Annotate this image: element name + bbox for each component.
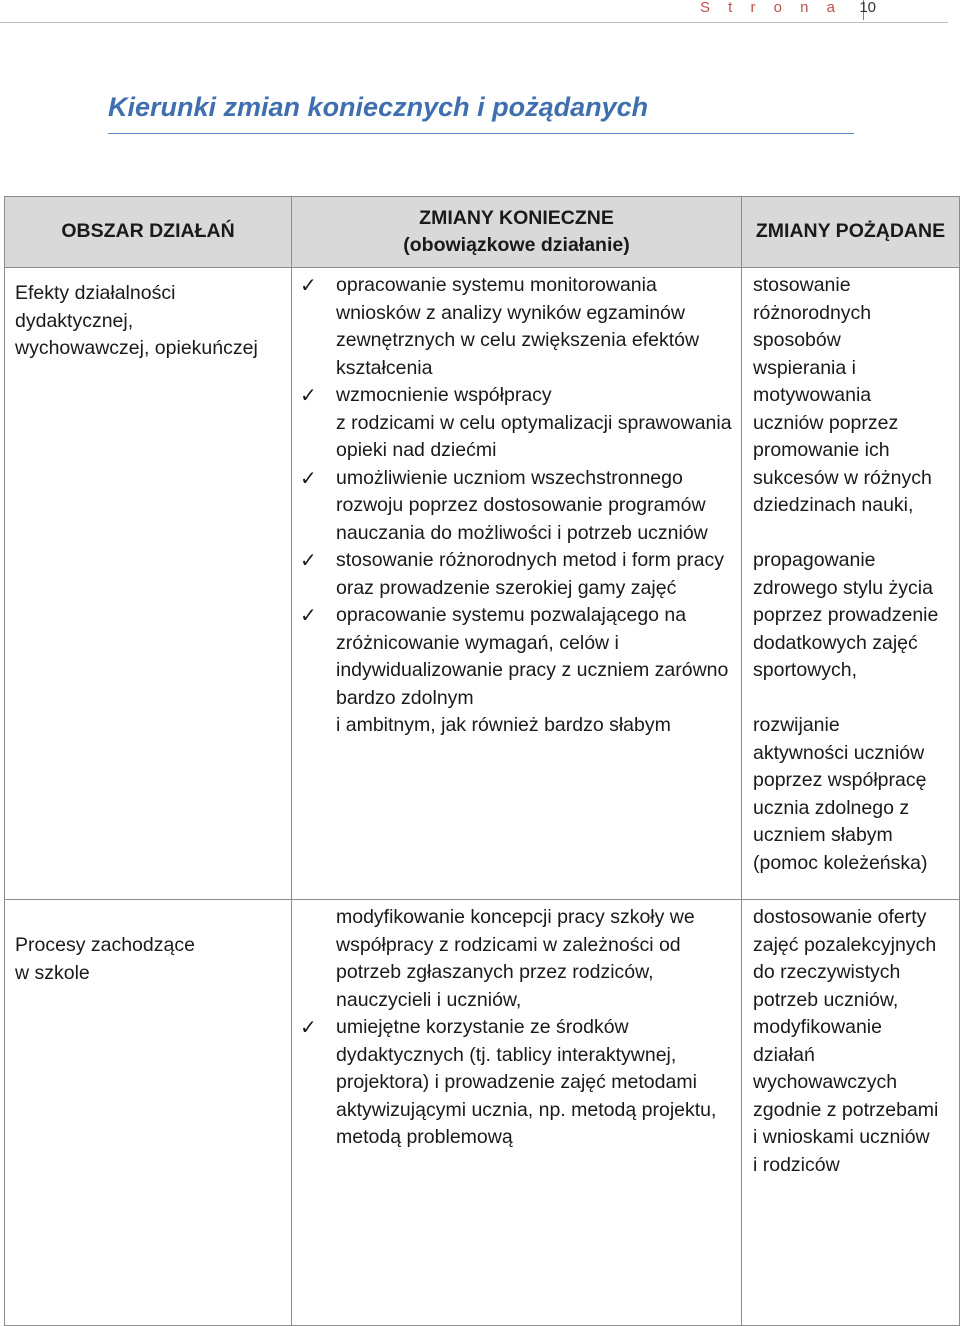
desired-item: propagowanie zdrowego stylu życia poprzez prowadzenie dodatkowych zajęć sportowych, [753, 549, 939, 681]
table-header-row [5, 197, 960, 268]
column-header-area: OBSZAR DZIAŁAŃ [5, 197, 292, 268]
required-item: ✓ wzmocnienie współpracy z rodzicami w celu optymalizacji sprawowania opieki nad dziećmi [300, 383, 732, 461]
desired-item: stosowanie różnorodnych sposobów wspierania i motywowania uczniów poprzez promowanie ich sukcesów w różnych dziedzinach nauki, [753, 274, 932, 516]
required-item: modyfikowanie koncepcji pracy szkoły we współpracy z rodzicami w zależności od potrzeb zgłaszanych przez rodziców, nauczycieli i uczniów, [336, 906, 695, 1011]
table-row [5, 900, 960, 1326]
column-header-required-title: ZMIANY KONIECZNE [419, 206, 614, 229]
desired-cell [742, 268, 960, 900]
page-label: S t r o n a [699, 0, 842, 16]
column-header-desired: ZMIANY POŻĄDANE [742, 197, 960, 268]
table-row [5, 268, 960, 900]
check-icon: ✓ [300, 548, 317, 572]
page-title: Kierunki zmian koniecznych i pożądanych [108, 92, 854, 134]
desired-cell [742, 900, 960, 1326]
page-header [0, 0, 948, 23]
required-item: ✓ stosowanie różnorodnych metod i form pracy oraz prowadzenie szerokiej gamy zajęć [300, 548, 725, 599]
check-icon: ✓ [300, 1015, 317, 1039]
changes-table [4, 196, 960, 1326]
check-icon: ✓ [300, 603, 317, 627]
desired-item: rozwijanie aktywności uczniów poprzez współpracę ucznia zdolnego z uczniem słabym (pomoc koleżeńska) [753, 714, 928, 874]
required-item: ✓ opracowanie systemu pozwalającego na zróżnicowanie wymagań, celów i indywidualizowanie pracy z uczniem zarówno bardzo zdolnym i ambitnym, jak również bardzo słabym [300, 603, 729, 736]
required-item: ✓ umiejętne korzystanie ze środków dydaktycznych (tj. tablicy interaktywnej, projektora) i prowadzenie zajęć metodami aktywizującymi ucznia, np. metodą projektu, metodą problemową [300, 1015, 717, 1148]
check-icon: ✓ [300, 465, 317, 490]
column-header-required-subtitle: (obowiązkowe działanie) [403, 234, 630, 256]
desired-item: dostosowanie oferty zajęć pozalekcyjnych do rzeczywistych potrzeb uczniów, modyfikowanie działań wychowawczych zgodnie z potrzebami i wnioskami uczniów i rodziców [753, 906, 939, 1176]
required-item: ✓ umożliwienie uczniom wszechstronnego rozwoju poprzez dostosowanie programów nauczania do możliwości i potrzeb uczniów [300, 465, 708, 544]
page-number: 10 [859, 0, 876, 16]
required-item: ✓ opracowanie systemu monitorowania wniosków z analizy wyników egzaminów zewnętrznych w celu zwiększenia efektów kształcenia [300, 273, 700, 379]
check-icon: ✓ [300, 383, 317, 407]
required-cell [292, 900, 742, 1326]
check-icon: ✓ [300, 273, 317, 297]
required-cell [292, 268, 742, 900]
area-cell: Procesy zachodzące w szkole [5, 900, 292, 1326]
area-cell: Efekty działalności dydaktycznej, wychowawczej, opiekuńczej [5, 268, 292, 900]
column-header-required [292, 197, 742, 268]
